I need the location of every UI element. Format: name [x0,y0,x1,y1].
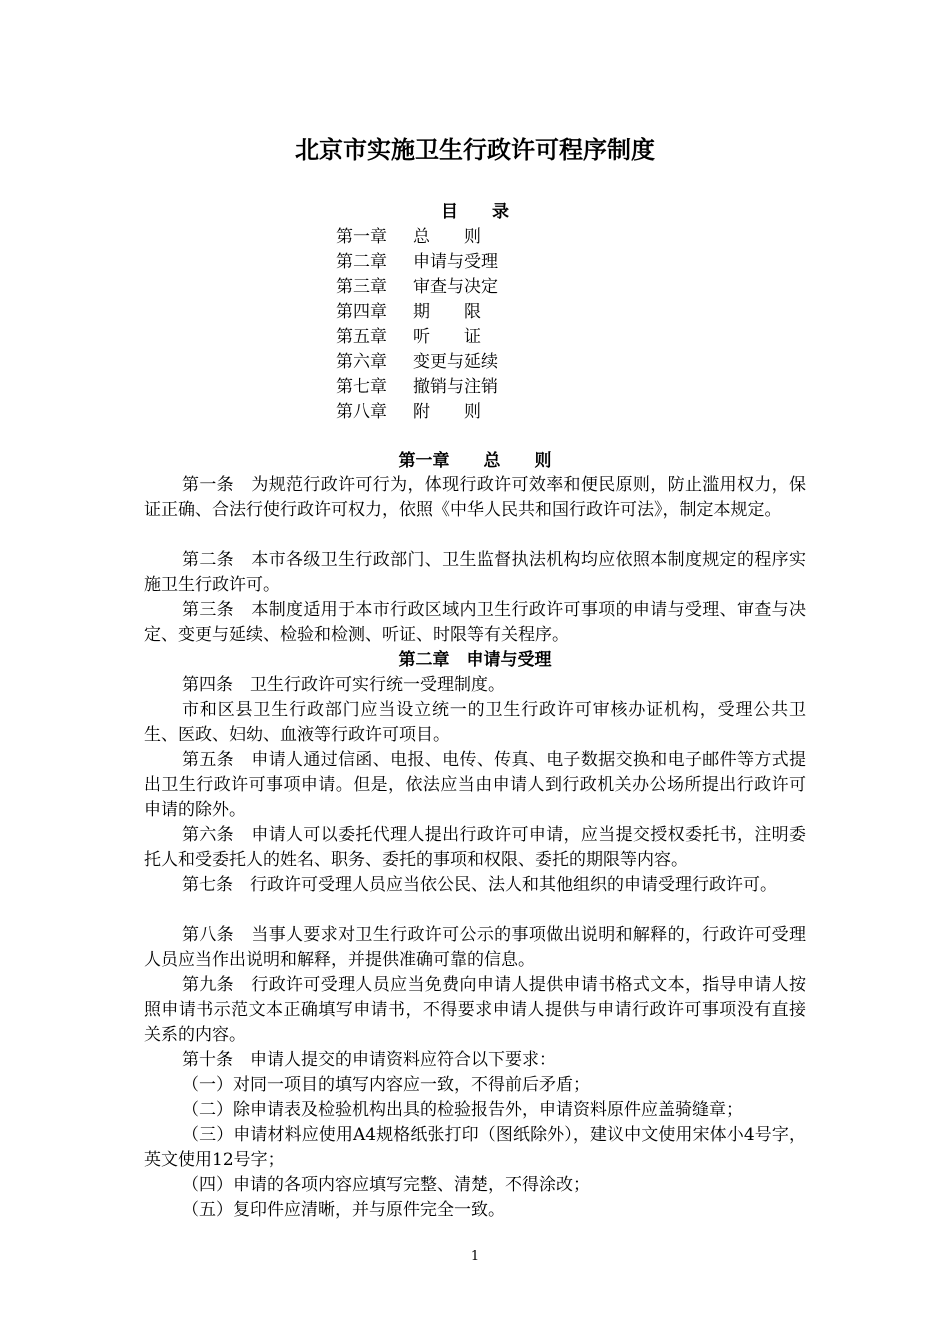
toc-chapter-name: 变更与延续 [413,352,498,372]
article-4: 第四条 卫生行政许可实行统一受理制度。 [182,675,505,695]
chapter-heading: 第二章 申请与受理 [398,650,552,670]
toc-chapter-number: 第六章 [336,352,387,372]
requirement-item: （五）复印件应清晰，并与原件完全一致。 [182,1200,505,1220]
requirement-item: （三）申请材料应使用A4规格纸张打印（图纸除外），建议中文使用宋体小4号字，英文使用12号字； [144,1125,806,1170]
toc-chapter-number: 第四章 [336,302,387,322]
requirement-item: （一）对同一项目的填写内容应一致，不得前后矛盾； [182,1075,590,1095]
toc-chapter-name: 审查与决定 [413,277,498,297]
toc-item [336,225,498,250]
article-8: 第八条 当事人要求对卫生行政许可公示的事项做出说明和解释的，行政许可受理人员应当作出说明和解释，并提供准确可靠的信息。 [144,925,806,970]
article-9: 第九条 行政许可受理人员应当免费向申请人提供申请书格式文本，指导申请人按照申请书示范文本正确填写申请书，不得要求申请人提供与申请行政许可事项没有直接关系的内容。 [144,975,806,1045]
toc-chapter-number: 第一章 [336,227,387,247]
chapter-heading: 第一章 总 则 [398,451,552,471]
article-2: 第二条 本市各级卫生行政部门、卫生监督执法机构均应依照本制度规定的程序实施卫生行政许可。 [144,550,806,595]
article-6: 第六条 申请人可以委托代理人提出行政许可申请，应当提交授权委托书，注明委托人和受委托人的姓名、职务、委托的事项和权限、委托的期限等内容。 [144,825,806,870]
table-of-contents [336,225,498,425]
article-3: 第三条 本制度适用于本市行政区域内卫生行政许可事项的申请与受理、审查与决定、变更与延续、检验和检测、听证、时限等有关程序。 [144,600,806,645]
toc-item [336,325,498,350]
toc-chapter-name: 听 证 [413,327,481,347]
requirement-item: （四）申请的各项内容应填写完整、清楚，不得涂改； [182,1175,590,1195]
toc-chapter-name: 总 则 [413,227,481,247]
article-5: 第五条 申请人通过信函、电报、电传、传真、电子数据交换和电子邮件等方式提出卫生行政许可事项申请。但是，依法应当由申请人到行政机关办公场所提出行政许可申请的除外。 [144,750,806,820]
document-title: 北京市实施卫生行政许可程序制度 [295,136,655,164]
toc-item [336,300,498,325]
toc-chapter-name: 申请与受理 [413,252,498,272]
toc-chapter-name: 期 限 [413,302,481,322]
toc-chapter-number: 第二章 [336,252,387,272]
article-7: 第七条 行政许可受理人员应当依公民、法人和其他组织的申请受理行政许可。 [182,875,777,895]
toc-chapter-number: 第八章 [336,402,387,422]
toc-chapter-name: 撤销与注销 [413,377,498,397]
requirement-item: （二）除申请表及检验机构出具的检验报告外，申请资料原件应盖骑缝章； [182,1100,743,1120]
toc-item [336,375,498,400]
toc-chapter-number: 第三章 [336,277,387,297]
toc-item [336,400,498,425]
toc-chapter-number: 第七章 [336,377,387,397]
article-1: 第一条 为规范行政许可行为，体现行政许可效率和便民原则，防止滥用权力，保证正确、合法行使行政许可权力，依照《中华人民共和国行政许可法》，制定本规定。 [144,475,806,520]
article-10: 第十条 申请人提交的申请资料应符合以下要求： [182,1050,556,1070]
toc-chapter-name: 附 则 [413,402,481,422]
toc-heading: 目 录 [441,202,509,222]
page-number: 1 [470,1249,480,1264]
toc-item [336,275,498,300]
toc-item [336,250,498,275]
toc-chapter-number: 第五章 [336,327,387,347]
article-4-paragraph: 市和区县卫生行政部门应当设立统一的卫生行政许可审核办证机构，受理公共卫生、医政、妇幼、血液等行政许可项目。 [144,700,806,745]
toc-item [336,350,498,375]
